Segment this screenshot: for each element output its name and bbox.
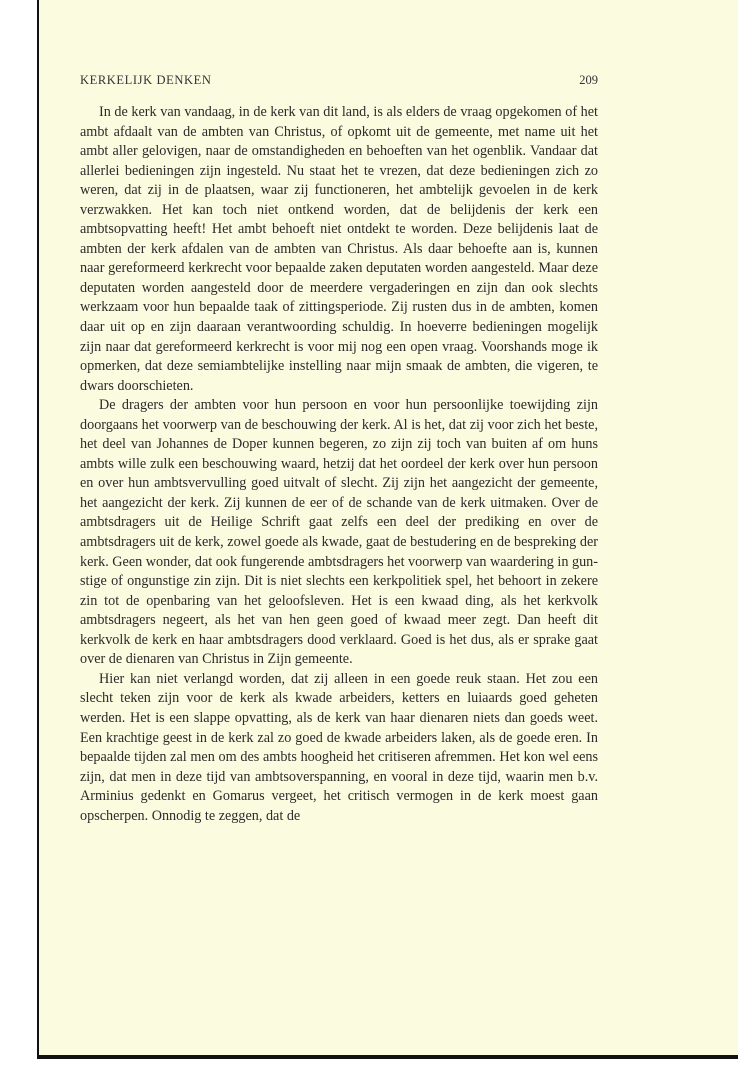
paragraph: De dragers der ambten voor hun persoon en voor hun persoonlijke toewijding zijn doorgaans het voorwerp van de beschouwing der kerk. Al is het, dat zij voor zich het beste, het deel van Johannes de Doper kunnen begeren, zo zijn zij toch van buiten af om huns ambts wille zulk een beschouwing waard, hetzij dat het oordeel der kerk over hun persoon en over hun ambtsvervulling goed uitvalt of slecht. Zij zijn het aangezicht der gemeente, het aangezicht der kerk. Zij kunnen de eer of de schande van de kerk uitmaken. Over de ambtsdragers uit de Heilige Schrift gaat zelfs een deel der prediking en over de ambtsdragers uit de kerk, zowel goede als kwade, gaat de bestudering en de bespreking der kerk. Geen wonder, dat ook fungerende ambtsdragers het voorwerp van waardering in gunstige of ongunstige zin zijn. Dit is niet slechts een kerkpolitiek spel, het behoort in zekere zin tot de openbaring van het geloofsleven. Het is een kwaad ding, als het kerkvolk ambtsdragers negeert, als het van hen geen goed of kwaad meer zegt. Dan heeft dit kerkvolk de kerk en haar ambtsdragers dood verklaard. Goed is het dus, als er sprake gaat over de dienaren van Christus in Zijn gemeente. — [80, 397, 598, 668]
page-number: 209 — [579, 73, 598, 87]
body-text — [80, 103, 598, 826]
paragraph: Hier kan niet verlangd worden, dat zij alleen in een goede reuk staan. Het zou een slecht teken zijn voor de kerk als kwade arbeiders, ketters en luiaards goed geheten werden. Het is een slappe opvatting, als de kerk van haar dienaren niets dan goeds weet. Een krachtige geest in de kerk zal zo goed de kwade arbeiders laken, als de goede eren. In bepaalde tijden zal men om des ambts hoogheid het critiseren afremmen. Het kon wel eens zijn, dat men in deze tijd van ambtsoverspanning, en vooral in deze tijd, waarin men b.v. Arminius gedenkt en Gomarus vergeet, het critisch vermogen in de kerk moest gaan opscherpen. Onnodig te zeggen, dat de — [80, 670, 598, 824]
running-title: KERKELIJK DENKEN — [80, 73, 212, 87]
paragraph: In de kerk van vandaag, in de kerk van dit land, is als elders de vraag opgekomen of het ambt afdaalt van de ambten van Christus, of opkomt uit de gemeente, met name uit het ambt aller gelovigen, naar de omstandigheden en behoeften van het ogenblik. Vandaar dat allerlei bedieningen zijn ingesteld. Nu staat het te vrezen, dat deze bedieningen zich zo weren, dat zij in de plaatsen, waar zij functioneren, het ambtelijk gevoelen in de kerk verzwakken. Het kan toch niet ontkend worden, dat de belijdenis der kerk een ambtsopvatting heeft! Het ambt behoeft niet ontdekt te worden. Deze belijdenis laat de ambten der kerk afdalen van de ambten van Christus. Als daar behoefte aan is, kunnen naar gereformeerd kerkrecht voor bepaalde zaken deputaten worden aangesteld. Maar deze deputaten worden aangesteld door de meerdere vergaderingen en zijn dan ook slechts werkzaam voor hun bepaalde taak of zittingsperiode. Zij rusten dus in de ambten, komen daar uit op en zijn daaraan verantwoording schuldig. In hoeverre bedieningen mogelijk zijn naar dat gereformeerd kerkrecht is voor mij nog een open vraag. Voorshands moge ik opmerken, dat deze semiambtelijke instelling naar mijn smaak de ambten, die vigeren, te dwars doorschieten. — [80, 104, 598, 394]
bottom-edge-rule — [37, 1055, 738, 1059]
